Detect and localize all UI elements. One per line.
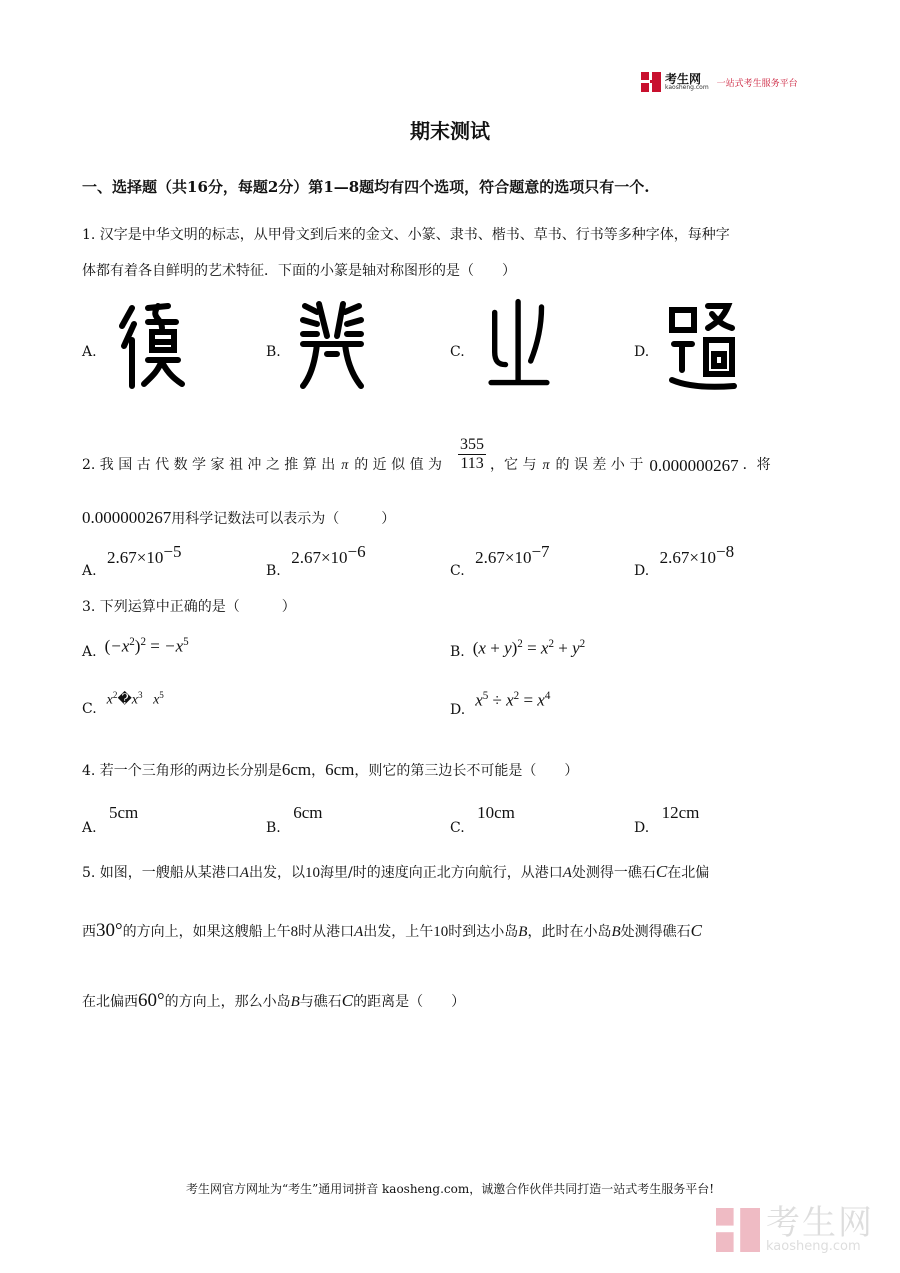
error-value-2: 0.000000267 [82,508,172,527]
logo-domain: kaosheng.com [665,84,709,91]
pi-symbol-2: π [542,458,550,474]
footer-text: 考生网官方网址为“考生”通用词拼音 kaosheng.com，诚邀合作伙伴共同打造一站式考生服务平台! [185,1182,715,1196]
seal-script-glyph-c-icon [484,298,554,388]
q1-option-b-label: B. [266,344,281,360]
pi-symbol: π [341,458,349,474]
q5-line3: 在北偏西60°的方向上，那么小岛B与礁石C的距离是（ ） [82,990,466,1011]
seal-script-glyph-a-icon [118,300,188,390]
fraction-355-113: $\frac{355}{113}$ [460,436,485,472]
seal-script-glyph-b-icon [297,300,367,390]
q3-option-a: A. $(-x^2)^2 = -x^5$ [82,636,189,661]
q5-line2: 西30°的方向上，如果这艘船上午8时从港口A出发，上午10时到达小岛B，此时在小岛B处测得礁石C [82,920,702,941]
q1-line1: 1. 汉字是中华文明的标志，从甲骨文到后来的金文、小篆、隶书、楷书、草书、行书等多种字体，每种字 [82,227,730,243]
watermark-domain: kaosheng.com [766,1239,861,1254]
q3-formula-d: $x^5 \div x^2 = x^4$ [475,690,551,710]
q3-formula-c: $x^2�x^3$ $x^5$ [106,690,164,708]
q3-stem: 3. 下列运算中正确的是（ ） [82,599,296,615]
q2-option-b: B. $2.67\times 10^{-6}$ [266,542,366,579]
q4-option-a: A. 5cm [82,803,139,836]
page-title: 期末测试 [410,119,490,143]
q2-option-c: C. $2.67\times 10^{-7}$ [450,542,550,579]
kaosheng-logo-icon [641,72,661,92]
q3-option-d: D. $x^5 \div x^2 = x^4$ [450,690,551,719]
watermark-name: 考生网 [766,1203,874,1243]
q2-option-d: D. $2.67\times 10^{-8}$ [634,542,735,579]
error-value: 0.000000267 [649,456,739,476]
header-logo [641,72,798,92]
q1-line2: 体都有着各自鲜明的艺术特征．下面的小篆是轴对称图形的是（ ） [82,263,516,279]
q4-option-b: B. 6cm [266,803,323,836]
watermark-logo-icon [716,1208,760,1252]
q5-line1: 5. 如图，一艘船从某港口A出发，以10海里/时的速度向正北方向航行，从港口A处测得一礁石C在北偏 [82,862,710,881]
logo-name: 考生网 [665,72,702,86]
q1-option-d-label: D. [634,344,650,360]
logo-slogan: 一站式考生服务平台 [716,78,798,89]
q2-line2: 0.000000267用科学记数法可以表示为（ ） [82,508,396,527]
watermark [716,1203,874,1254]
q3-option-c: C. $x^2�x^3$ $x^5$ [82,690,164,718]
q4-option-d: D. 12cm [634,803,700,836]
q1-option-c-label: C. [450,344,465,360]
q3-option-b: B. $(x + y)^2 = x^2 + y^2$ [450,638,586,661]
q2-option-a: A. $2.67\times 10^{-5}$ [82,542,182,579]
q2-line1: 2. 我 国 古 代 数 学 家 祖 冲 之 推 算 出 π 的 近 似 值 为 $\frac{355}{113}$ ，它 与 π 的 误 差 小 于 0.000000267 ．将 [82,448,771,484]
q3-formula-a: $(-x^2)^2 = -x^5$ [104,636,189,656]
q1-option-a-label: A. [82,344,97,360]
q4-stem: 4. 若一个三角形的两边长分别是6cm，6cm，则它的第三边长不可能是（ ） [82,760,579,779]
q4-option-c: C. 10cm [450,803,515,836]
seal-script-glyph-d-icon [668,300,738,390]
q3-formula-b: $(x + y)^2 = x^2 + y^2$ [472,638,586,658]
section-heading: 一、选择题（共16分，每题2分）第1—8题均有四个选项，符合题意的选项只有一个. [82,178,650,196]
